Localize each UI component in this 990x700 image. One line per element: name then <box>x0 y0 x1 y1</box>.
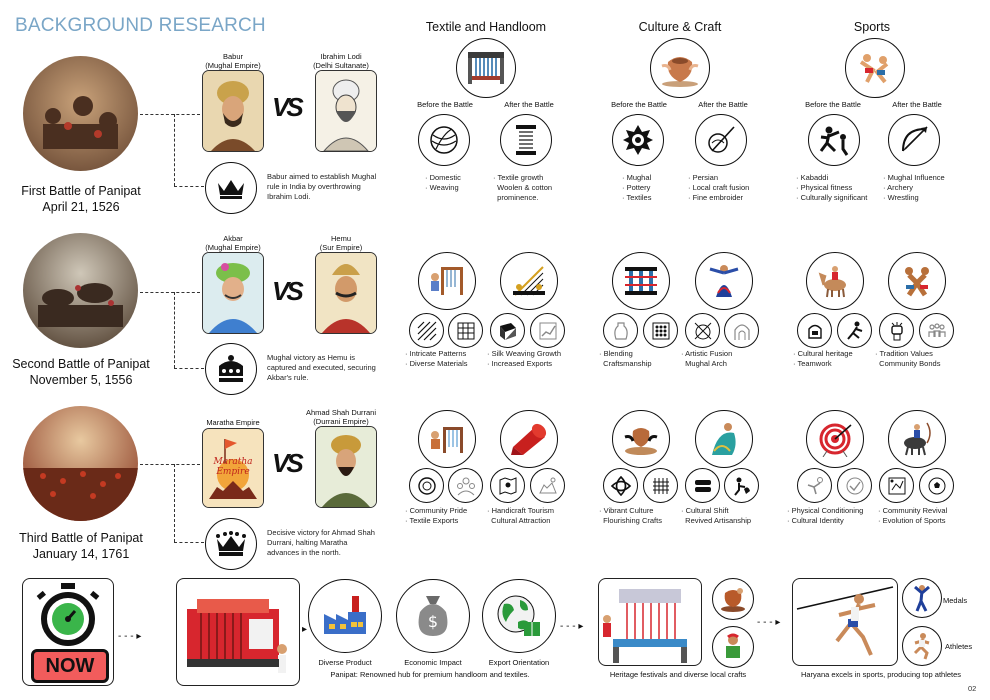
bullet-item: · Evolution of Sports <box>878 516 946 525</box>
bullet-item: · Cultural heritage <box>793 349 853 358</box>
arrow-connector: - - - ▸ <box>757 617 781 628</box>
spindle-craft-icon <box>612 252 670 310</box>
battle-painting-1 <box>23 56 138 171</box>
bullet-item: · Kabaddi <box>796 173 829 182</box>
teamwork-icon <box>837 313 872 348</box>
jacquard-loom-icon <box>599 579 701 665</box>
bullet-item: · Textiles <box>622 193 652 202</box>
artisan-icon <box>724 468 759 503</box>
embroidery-needle-icon <box>695 114 747 166</box>
battle-description-2: Mughal victory as Hemu is captured and executed, securing Akbar's rule. <box>267 353 376 382</box>
column-header-sports: Sports <box>853 20 891 34</box>
now-caption: Panipat: Renowned hub for premium handloom and textiles. <box>330 670 530 679</box>
stopwatch-icon <box>23 579 113 649</box>
folk-dancer-icon <box>695 410 753 468</box>
wrestlers-icon <box>888 252 946 310</box>
silk-loom-icon <box>500 252 558 310</box>
fabric-roll-icon <box>500 410 558 468</box>
ruler-empire: (Sur Empire) <box>319 243 363 252</box>
connector-line <box>174 464 175 542</box>
pottery-wheel-icon <box>612 410 670 468</box>
identity-icon <box>837 468 872 503</box>
before-label-culture: Before the Battle <box>611 100 667 109</box>
bullet-item: · Domestic <box>425 173 461 182</box>
craftsman-icon <box>712 626 754 668</box>
bullet-list <box>487 506 554 526</box>
heritage-helmet-icon <box>797 313 832 348</box>
connector-line <box>140 114 200 115</box>
bullet-item: · Culturally significant <box>796 193 868 202</box>
bullet-item: · Weaving <box>425 183 459 192</box>
arrow-connector: ▸ <box>302 624 308 635</box>
dancer-icon <box>695 252 753 310</box>
community-icon <box>919 313 954 348</box>
bullet-list <box>493 173 552 203</box>
bullet-item: · Intricate Patterns <box>405 349 467 358</box>
babur-portrait <box>202 70 264 152</box>
wrestling-icon <box>845 38 905 98</box>
now-item-label: Economic Impact <box>404 658 462 667</box>
pattern-icon <box>409 313 444 348</box>
crown-icon <box>205 518 257 570</box>
coins-icon <box>409 468 444 503</box>
conditioning-icon <box>797 468 832 503</box>
bullet-item: · Persian <box>688 173 719 182</box>
yarn-needles-icon <box>685 313 720 348</box>
tourism-map-icon <box>490 468 525 503</box>
arrow-connector: - - - ▸ <box>118 631 142 642</box>
bullet-list <box>599 506 662 526</box>
bullet-list <box>796 173 867 203</box>
bullet-list <box>793 349 853 369</box>
battle-name-2: Second Battle of Panipat <box>12 357 150 371</box>
connector-line <box>174 186 204 187</box>
bullet-item: · Blending <box>599 349 633 358</box>
bullet-item: · Pottery <box>622 183 651 192</box>
ruler-name: Babur <box>222 52 243 61</box>
bullet-item: Flourishing Crafts <box>603 516 662 525</box>
svg-text:$: $ <box>427 612 439 631</box>
weave-grid-icon <box>643 468 678 503</box>
horse-rider-icon <box>806 252 864 310</box>
factory-icon <box>308 579 382 653</box>
after-label-textile: After the Battle <box>504 100 554 109</box>
connector-line <box>174 542 204 543</box>
battle-date-3: January 14, 1761 <box>32 547 130 561</box>
ibrahim-lodi-portrait <box>315 70 377 152</box>
now-label: NOW <box>31 649 109 683</box>
bullet-list <box>787 506 863 526</box>
after-label-culture: After the Battle <box>698 100 748 109</box>
ruler-name: Akbar <box>223 234 243 243</box>
bullet-item: Community Bonds <box>879 359 941 368</box>
ruler-name: Hemu <box>330 234 351 243</box>
battle-date-1: April 21, 1526 <box>42 200 120 214</box>
vase-icon <box>603 313 638 348</box>
mughal-star-icon <box>612 114 664 166</box>
bullet-list <box>487 349 561 369</box>
bullet-item: · Mughal Influence <box>883 173 945 182</box>
ruler-name: Ibrahim Lodi <box>320 52 362 61</box>
ruler-empire: (Mughal Empire) <box>205 243 261 252</box>
bullet-item: · Fine embroider <box>688 193 744 202</box>
medal-athlete-icon <box>902 578 942 618</box>
ahmad-shah-durrani-portrait <box>315 426 377 508</box>
archery-bow-icon <box>888 114 940 166</box>
bullet-item: · Artistic Fusion <box>681 349 733 358</box>
battle-date-2: November 5, 1556 <box>29 373 133 387</box>
pottery-icon <box>650 38 710 98</box>
bullet-list <box>425 173 461 193</box>
bullet-list <box>622 173 651 203</box>
side-label-medals: Medals <box>943 596 968 605</box>
connector-line <box>174 292 175 368</box>
bullet-item: · Textile growth <box>493 173 544 182</box>
mughal-arch-icon <box>724 313 759 348</box>
bullet-list <box>875 349 940 369</box>
loom-icon <box>456 38 516 98</box>
bullet-item: · Teamwork <box>793 359 832 368</box>
bullet-list <box>405 349 468 369</box>
akbar-portrait <box>202 252 264 334</box>
weaver-loom-icon <box>418 410 476 468</box>
heritage-caption: Heritage festivals and diverse local crafts <box>609 670 747 679</box>
fist-icon <box>879 313 914 348</box>
horse-archer-icon <box>888 410 946 468</box>
maratha-emblem <box>202 428 264 508</box>
bullet-item: Woolen & cotton <box>497 183 553 192</box>
runner-icon <box>902 626 942 666</box>
bullet-item: · Cultural Shift <box>681 506 729 515</box>
battle-description-1: Babur aimed to establish Mughal rule in India by overthrowing Ibrahim Lodi. <box>267 172 377 201</box>
versus-mark: VS <box>272 448 301 478</box>
cultural-attraction-icon <box>530 468 565 503</box>
pottery-craft-icon <box>712 578 754 620</box>
page-number: 02 <box>968 684 977 693</box>
export-chart-icon <box>530 313 565 348</box>
bullet-list <box>599 349 652 369</box>
side-label-athletes: Athletes <box>945 642 973 651</box>
before-label-textile: Before the Battle <box>417 100 473 109</box>
bullet-item: Revived Artisanship <box>685 516 752 525</box>
bullet-item: · Increased Exports <box>487 359 553 368</box>
kabaddi-icon <box>808 114 860 166</box>
now-panel <box>22 578 114 686</box>
column-header-culture: Culture & Craft <box>638 20 722 34</box>
connector-line <box>140 292 200 293</box>
bullet-item: Cultural Attraction <box>491 516 551 525</box>
culture-knot-icon <box>603 468 638 503</box>
fabric-swatch-icon <box>448 313 483 348</box>
crown-icon <box>205 162 257 214</box>
sports-caption: Haryana excels in sports, producing top athletes <box>800 670 962 679</box>
after-label-sports: After the Battle <box>892 100 942 109</box>
ruler-name: Ahmad Shah Durrani <box>305 408 377 417</box>
bullet-list <box>688 173 749 203</box>
battle-painting-3 <box>23 406 138 521</box>
page-title: BACKGROUND RESEARCH <box>15 15 266 36</box>
handloom-weaver-icon <box>418 252 476 310</box>
archery-target-icon <box>806 410 864 468</box>
bullet-item: · Local craft fusion <box>688 183 750 192</box>
bullet-item: · Community Revival <box>878 506 948 515</box>
power-loom-icon <box>177 579 299 685</box>
bullet-item: · Handicraft Tourism <box>487 506 554 515</box>
bullet-item: · Tradition Values <box>875 349 933 358</box>
javelin-thrower-icon <box>793 579 897 665</box>
strategy-board-icon <box>879 468 914 503</box>
silk-roll-icon <box>490 313 525 348</box>
arrow-connector: - - - ▸ <box>560 621 584 632</box>
connector-line <box>174 368 204 369</box>
bullet-item: · Diverse Materials <box>405 359 468 368</box>
connector-line <box>140 464 200 465</box>
bullet-item: Craftsmanship <box>603 359 652 368</box>
versus-mark: VS <box>272 92 301 122</box>
bullet-list <box>681 506 751 526</box>
money-bag-icon <box>396 579 470 653</box>
emblem-text: Maratha Empire <box>213 457 253 477</box>
bullet-item: · Community Pride <box>405 506 468 515</box>
ruler-empire: (Mughal Empire) <box>205 61 261 70</box>
modern-loom-panel <box>176 578 300 686</box>
connector-line <box>174 114 175 186</box>
ruler-empire: (Durrani Empire) <box>313 417 369 426</box>
bullet-item: · Archery <box>883 183 914 192</box>
bullet-item: · Cultural Identity <box>787 516 844 525</box>
bullet-item: · Vibrant Culture <box>599 506 654 515</box>
bullet-list <box>878 506 947 526</box>
people-pride-icon <box>448 468 483 503</box>
bullet-item: · Mughal <box>622 173 652 182</box>
bullet-list <box>405 506 467 526</box>
battle-name-3: Third Battle of Panipat <box>19 531 143 545</box>
battle-painting-2 <box>23 233 138 348</box>
tile-pattern-icon <box>643 313 678 348</box>
fabric-bolts-icon <box>685 468 720 503</box>
ruler-name: Maratha Empire <box>206 418 260 427</box>
bullet-item: Mughal Arch <box>685 359 727 368</box>
battle-name-1: First Battle of Panipat <box>21 184 141 198</box>
bullet-item: · Silk Weaving Growth <box>487 349 562 358</box>
battle-description-3: Decisive victory for Ahmad Shah Durrani, halting Maratha advances in the north. <box>267 528 375 557</box>
crown-icon <box>205 343 257 395</box>
bullet-item: · Physical fitness <box>796 183 853 192</box>
hemu-portrait <box>315 252 377 334</box>
thread-spool-icon <box>500 114 552 166</box>
column-header-textile: Textile and Handloom <box>425 20 547 34</box>
heritage-loom-panel <box>598 578 702 666</box>
bullet-item: · Physical Conditioning <box>787 506 864 515</box>
before-label-sports: Before the Battle <box>805 100 861 109</box>
globe-export-icon <box>482 579 556 653</box>
bullet-list <box>681 349 732 369</box>
bullet-item: prominence. <box>497 193 539 202</box>
now-item-label: Diverse Product <box>318 658 372 667</box>
yarn-ball-icon <box>418 114 470 166</box>
now-item-label: Export Orientation <box>488 658 550 667</box>
ruler-empire: (Delhi Sultanate) <box>313 61 369 70</box>
athlete-panel <box>792 578 898 666</box>
bullet-item: · Wrestling <box>883 193 919 202</box>
versus-mark: VS <box>272 276 301 306</box>
bullet-list <box>883 173 945 203</box>
bullet-item: · Textile Exports <box>405 516 459 525</box>
football-icon <box>919 468 954 503</box>
